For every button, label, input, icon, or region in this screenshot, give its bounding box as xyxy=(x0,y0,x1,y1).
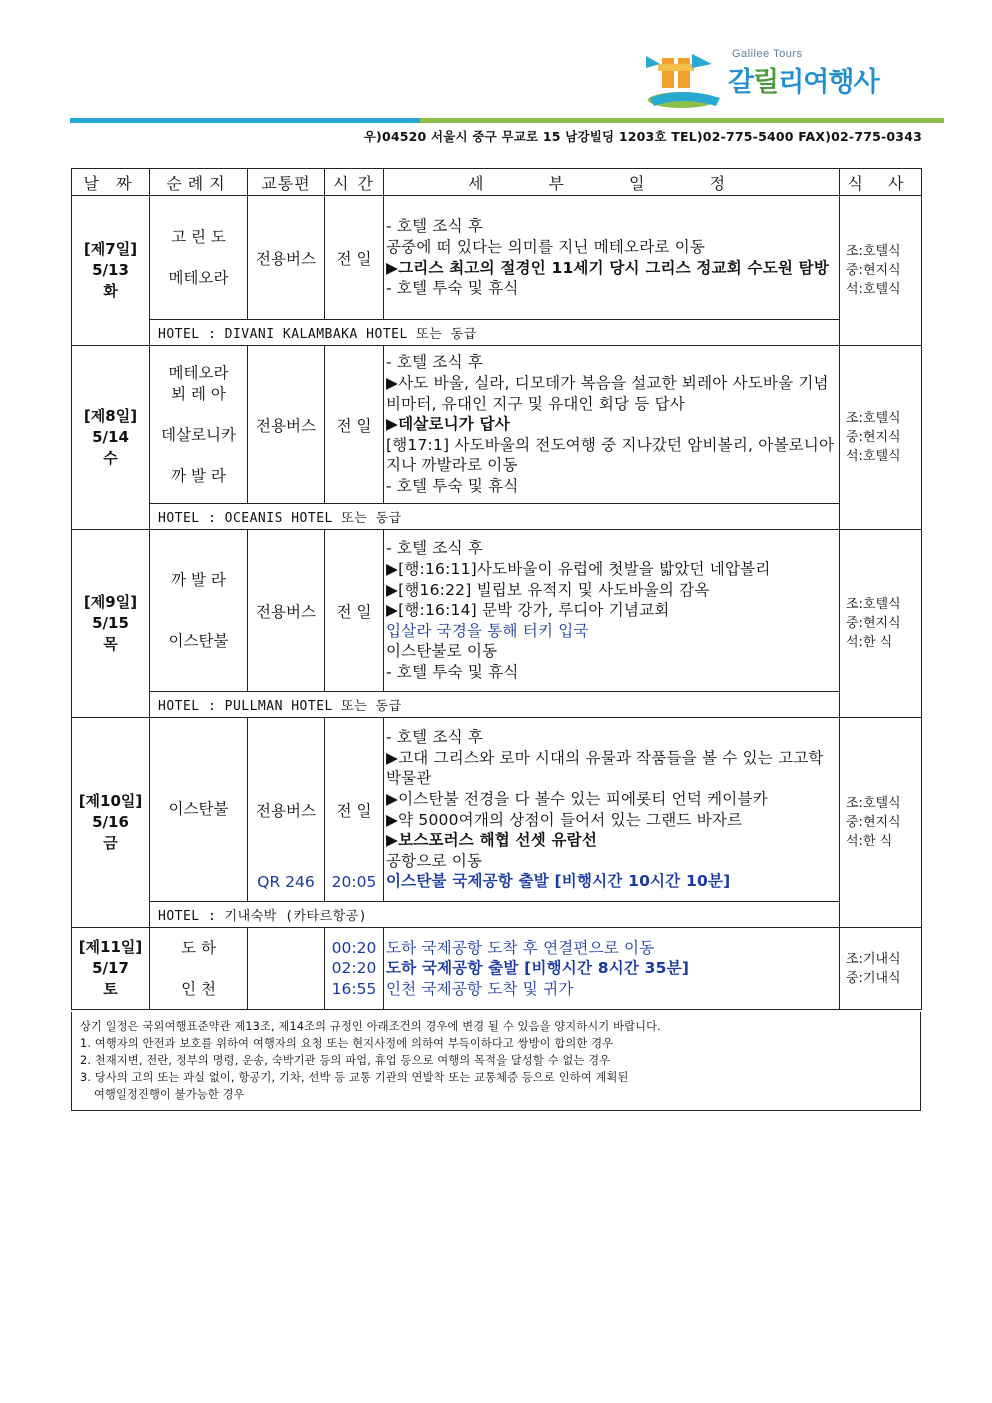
header-transport: 교통편 xyxy=(248,169,325,196)
transport-cell xyxy=(248,928,325,1010)
day-cell xyxy=(72,928,150,1010)
detail-line: - 호텔 조식 후 xyxy=(386,353,484,372)
place-cell xyxy=(150,196,248,320)
header-place: 순례지 xyxy=(150,169,248,196)
detail-cell xyxy=(384,530,840,692)
detail-line: 이스탄불로 이동 xyxy=(386,642,498,661)
place-name: 뵈 레 아 xyxy=(171,384,226,403)
detail-line: ▶[행16:22] 빌립보 유적지 및 사도바울의 감옥 xyxy=(386,580,710,599)
detail-line: 이스탄불 국제공항 출발 [비행시간 10시간 10분] xyxy=(386,872,731,891)
day-weekday: 토 xyxy=(103,980,118,998)
detail-line: 인천 국제공항 도착 및 귀가 xyxy=(386,979,574,998)
hotel-row: HOTEL : PULLMAN HOTEL 또는 동급 xyxy=(150,692,840,718)
meal-cell xyxy=(840,346,922,530)
flight-number: QR 246 xyxy=(257,873,315,891)
header-time: 시 간 xyxy=(325,169,384,196)
time-cell: 전 일 xyxy=(325,196,384,320)
meal-item: 석:한 식 xyxy=(846,834,893,849)
logo-korean: 갈릴리여행사 xyxy=(728,67,879,98)
day-label: [제9일] xyxy=(83,593,138,611)
detail-line: 공중에 떠 있다는 의미를 지닌 메테오라로 이동 xyxy=(386,237,706,256)
flight-time: 20:05 xyxy=(331,873,377,891)
detail-cell xyxy=(384,346,840,504)
meal-item: 조:호텔식 xyxy=(846,244,901,259)
note-line: 2. 천재지변, 전란, 정부의 명령, 운송, 숙박기관 등의 파업, 휴업 등으로 여행의 목적을 달성할 수 없는 경우 xyxy=(80,1054,611,1067)
detail-line: - 호텔 조식 후 xyxy=(386,539,484,558)
day-row xyxy=(72,196,922,320)
day-row xyxy=(72,718,922,902)
meal-item: 중:현지식 xyxy=(846,616,901,631)
company-address: 우)04520 서울시 중구 무교로 15 남강빌딩 1203호 TEL)02-775-5400 FAX)02-775-0343 xyxy=(363,129,922,144)
meal-item: 조:기내식 xyxy=(846,951,901,967)
meal-cell xyxy=(840,196,922,346)
time-cell: 전 일 xyxy=(325,530,384,692)
day-weekday: 금 xyxy=(103,834,118,852)
time-cell xyxy=(325,928,384,1010)
time-value: 전 일 xyxy=(336,801,372,820)
detail-line: ▶사도 바울, 실라, 디모데가 복음을 설교한 뵈레아 사도바울 기념 비마터, 유대인 지구 및 유대인 회당 등 답사 xyxy=(386,374,829,413)
detail-cell xyxy=(384,196,840,320)
header-meal: 식 사 xyxy=(840,169,922,196)
place-name: 고 린 도 xyxy=(171,227,226,246)
detail-line: ▶보스포러스 해협 선셋 유람선 xyxy=(386,831,597,850)
place-name: 이스탄불 xyxy=(168,631,229,650)
meal-item: 중:현지식 xyxy=(846,263,901,278)
detail-line: ▶그리스 최고의 절경인 11세기 당시 그리스 정교회 수도원 탐방 xyxy=(386,258,830,277)
detail-line: - 호텔 조식 후 xyxy=(386,217,484,236)
hotel-row: HOTEL : 기내숙박 (카타르항공) xyxy=(150,902,840,928)
day-label: [제7일] xyxy=(83,240,138,258)
day-row xyxy=(72,530,922,692)
header-row xyxy=(72,169,922,196)
hotel-row: HOTEL : OCEANIS HOTEL 또는 동급 xyxy=(150,504,840,530)
place-name: 도 하 xyxy=(181,938,216,957)
notes-box xyxy=(71,1012,921,1111)
hotel-row: HOTEL : DIVANI KALAMBAKA HOTEL 또는 동급 xyxy=(150,320,840,346)
meal-item: 석:호텔식 xyxy=(846,449,901,464)
meal-item: 중:현지식 xyxy=(846,430,901,445)
header-day: 날 짜 xyxy=(72,169,150,196)
detail-line: ▶데살로니가 답사 xyxy=(386,415,510,434)
detail-line: 도하 국제공항 출발 [비행시간 8시간 35분] xyxy=(386,959,690,978)
day-row xyxy=(72,928,922,1010)
meal-cell xyxy=(840,928,922,1010)
detail-cell xyxy=(384,928,840,1010)
meal-item: 조:호텔식 xyxy=(846,597,901,612)
meal-item: 중:현지식 xyxy=(846,815,901,830)
place-name: 데살로니카 xyxy=(161,425,236,444)
transport-cell xyxy=(248,718,325,902)
time-value: 00:20 xyxy=(331,938,377,957)
transport-cell: 전용버스 xyxy=(248,196,325,320)
detail-line: ▶[행:16:14] 문박 강가, 루디아 기념교회 xyxy=(386,601,670,620)
place-cell xyxy=(150,928,248,1010)
note-line: 상기 일정은 국외여행표준약관 제13조, 제14조의 규정인 아래조건의 경우에 변경 될 수 있음을 양지하시기 바랍니다. xyxy=(80,1020,661,1033)
day-date: 5/13 xyxy=(92,261,129,279)
meal-item: 석:한 식 xyxy=(846,635,893,650)
place-cell xyxy=(150,346,248,504)
detail-line: ▶이스탄불 전경을 다 볼수 있는 피에롯티 언덕 케이블카 xyxy=(386,789,768,808)
place-name: 까 발 라 xyxy=(171,570,226,589)
schedule-table xyxy=(71,168,922,1010)
time-cell xyxy=(325,718,384,902)
time-value: 02:20 xyxy=(331,959,377,978)
place-cell xyxy=(150,530,248,692)
place-name: 까 발 라 xyxy=(171,466,226,485)
day-date: 5/17 xyxy=(92,959,129,977)
detail-line: ▶약 5000여개의 상점이 들어서 있는 그랜드 바자르 xyxy=(386,810,743,829)
day-date: 5/15 xyxy=(92,614,129,632)
day-label: [제10일] xyxy=(78,792,143,810)
detail-line: 공항으로 이동 xyxy=(386,851,483,870)
meal-item: 석:호텔식 xyxy=(846,282,901,297)
company-logo xyxy=(640,46,940,112)
detail-line: - 호텔 투숙 및 휴식 xyxy=(386,662,519,681)
meal-item: 중:기내식 xyxy=(846,970,901,986)
transport-name: 전용버스 xyxy=(256,801,316,820)
detail-line: 도하 국제공항 도착 후 연결편으로 이동 xyxy=(386,938,655,957)
meal-cell xyxy=(840,718,922,928)
day-cell xyxy=(72,530,150,718)
header-bar-blue xyxy=(70,118,420,123)
day-cell xyxy=(72,346,150,530)
day-weekday: 화 xyxy=(103,282,118,300)
day-row xyxy=(72,346,922,504)
place-name: 인 천 xyxy=(181,979,216,998)
day-label: [제8일] xyxy=(83,407,138,425)
place-cell: 이스탄불 xyxy=(150,718,248,902)
meal-cell xyxy=(840,530,922,718)
header-detail: 세 부 일 정 xyxy=(384,169,840,196)
detail-line: [행17:1] 사도바울의 전도여행 중 지나갔던 암비볼리, 아볼로니아 지나 까발라로 이동 xyxy=(386,435,835,475)
logo-english: Galilee Tours xyxy=(732,48,803,60)
detail-cell xyxy=(384,718,840,902)
detail-line: ▶고대 그리스와 로마 시대의 유물과 작품들을 볼 수 있는 고고학 박물관 xyxy=(386,748,824,788)
detail-line: - 호텔 투숙 및 휴식 xyxy=(386,279,519,298)
note-line: 1. 여행자의 안전과 보호를 위하여 여행자의 요청 또는 현지사정에 의하여 부득이하다고 쌍방이 합의한 경우 xyxy=(80,1037,614,1050)
detail-line: 입살라 국경을 통해 터키 입국 xyxy=(386,621,589,640)
note-line: 여행일정진행이 불가능한 경우 xyxy=(94,1088,245,1101)
note-line: 3. 당사의 고의 또는 과실 없이, 항공기, 기차, 선박 등 교통 기관의 연발착 또는 교통체증 등으로 인하여 계획된 xyxy=(80,1071,629,1084)
day-label: [제11일] xyxy=(78,938,143,956)
detail-line: - 호텔 조식 후 xyxy=(386,728,484,747)
transport-cell: 전용버스 xyxy=(248,346,325,504)
detail-line: - 호텔 투숙 및 휴식 xyxy=(386,476,519,495)
day-weekday: 목 xyxy=(103,635,118,653)
time-value: 16:55 xyxy=(331,979,377,998)
transport-cell: 전용버스 xyxy=(248,530,325,692)
logo-mark-icon xyxy=(642,50,728,112)
place-name: 메테오라 xyxy=(168,363,229,382)
header-bar-green xyxy=(420,118,944,123)
meal-item: 조:호텔식 xyxy=(846,411,901,426)
day-date: 5/14 xyxy=(92,428,129,446)
meal-item: 조:호텔식 xyxy=(846,796,901,811)
day-cell xyxy=(72,718,150,928)
day-date: 5/16 xyxy=(92,813,129,831)
place-name: 메테오라 xyxy=(168,268,229,287)
detail-line: ▶[행:16:11]사도바울이 유럽에 첫발을 밟았던 네압볼리 xyxy=(386,560,771,579)
time-cell: 전 일 xyxy=(325,346,384,504)
day-cell xyxy=(72,196,150,346)
day-weekday: 수 xyxy=(103,449,118,467)
